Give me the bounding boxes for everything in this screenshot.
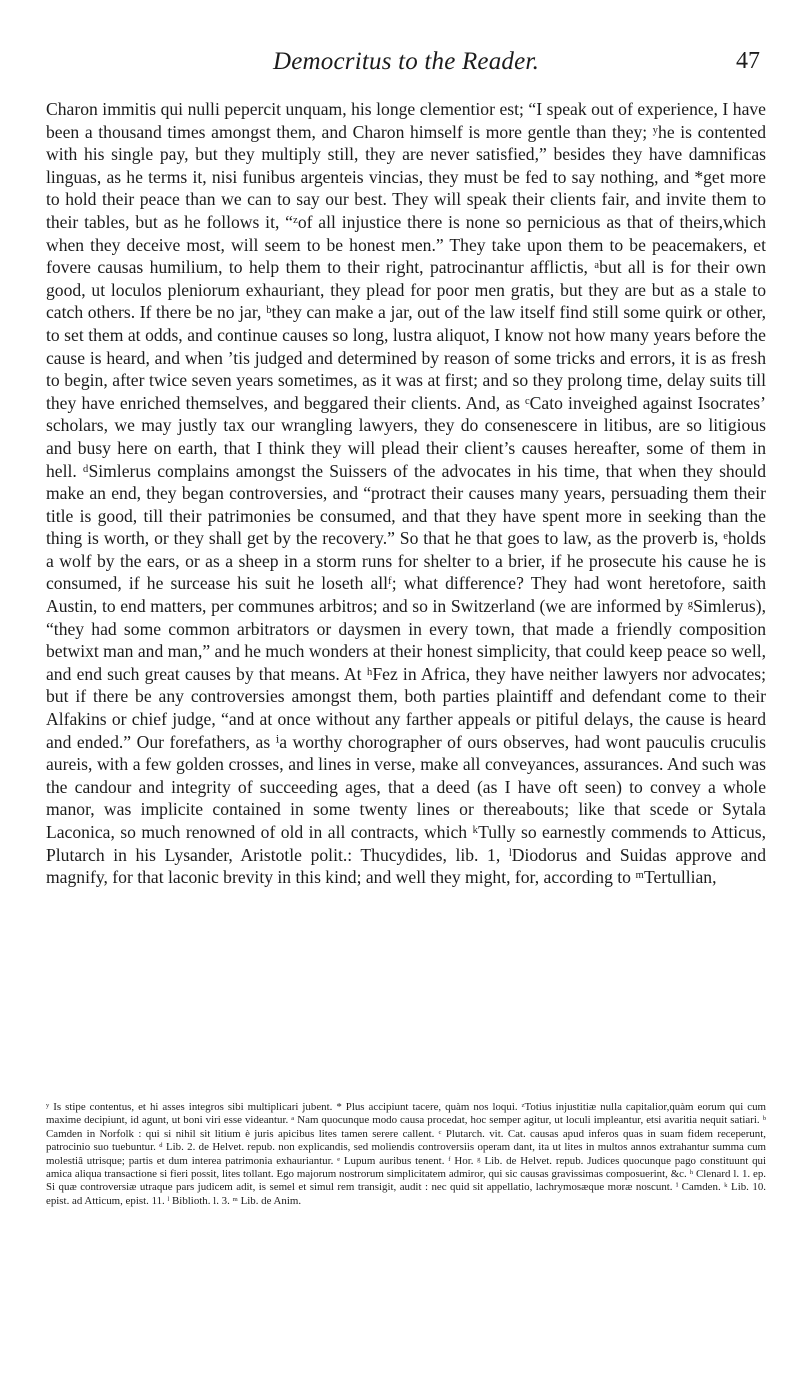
page-number: 47 xyxy=(736,48,760,74)
main-text xyxy=(46,98,766,889)
footnote-block: ʸ Is stipe contentus, et hi asses integros sibi multiplicari jubent. * Plus accipiunt tacere, quàm nos loqui. ᶻTotius injustitiæ nulla capitalior,quàm eorum qui cum maxime decipiunt, id agunt, ut boni viri esse videantur. ᵃ Nam quocunque modo causa procedat, hoc semper agitur, ut loculi impleantur, etsi avaritia nequit satiari. ᵇ Camden in Norfolk : qui si nihil sit litium è juris apicibus lites tamen serere callent. ᶜ Plutarch. vit. Cat. causas apud inferos quas in suam fidem receperunt, patrocinio suo tuebuntur. ᵈ Lib. 2. de Helvet. repub. non explicandis, sed moliendis controversiis operam dant, ita ut lites in multos annos extrahantur summa cum molestiâ utrisque; partis et dum interea patrimonia exhauriantur. ᵉ Lupum auribus tenent. ᶠ Hor. ᵍ Lib. de Helvet. repub. Judices quocunque pago constituunt qui amica aliqua transactione si fieri possit, lites tollant. Ego majorum nostrorum simplicitatem admiror, qui sic causas gravissimas composuerint, &c. ʰ Clenard l. 1. ep. Si quæ controversiæ utraque pars judicem adit, is semel et simul rem transigit, audit : nec quid sit appellatio, lachrymosæque moræ noscunt. ⁱ Camden. ᵏ Lib. 10. epist. ad Atticum, epist. 11. ˡ Biblioth. l. 3. ᵐ Lib. de Anim. xyxy=(46,1101,766,1207)
page-header xyxy=(46,48,766,82)
body-paragraph: Charon immitis qui nulli pepercit unquam, his longe clementior est; “I speak out of experience, I have been a thousand times amongst them, and Charon himself is more gentle than they; ʸhe is contented with his single pay, but they multiply still, they are never satisfied,” besides they have damnificas linguas, as he terms it, nisi funibus argenteis vincias, they must be fed to say nothing, and *get more to hold their peace than we can to say our best. They will speak their clients fair, and invite them to their tables, but as he follows it, “ᶻof all injustice there is none so pernicious as that of theirs,which when they deceive most, will seem to be honest men.” They take upon them to be peacemakers, et fovere causas humilium, to help them to their right, patrocinantur afflictis, ᵃbut all is for their own good, ut loculos pleniorum exhauriant, they plead for poor men gratis, but they are but as a stale to catch others. If there be no jar, ᵇthey can make a jar, out of the law itself find still some quirk or other, to set them at odds, and continue causes so long, lustra aliquot, I know not how many years before the cause is heard, and when ’tis judged and determined by reason of some tricks and errors, it is as fresh to begin, after twice seven years sometimes, as it was at first; and so they prolong time, delay suits till they have enriched themselves, and beggared their clients. And, as ᶜCato inveighed against Isocrates’ scholars, we may justly tax our wrangling lawyers, they do consenescere in litibus, are so litigious and busy here on earth, that I think they will plead their client’s causes hereafter, some of them in hell. ᵈSimlerus complains amongst the Suissers of the advocates in his time, that when they should make an end, they began controversies, and “protract their causes many years, persuading them their title is good, till their patrimonies be consumed, and that they have spent more in seeking than the thing is worth, or they shall get by the recovery.” So that he that goes to law, as the proverb is, ᵉholds a wolf by the ears, or as a sheep in a storm runs for shelter to a brier, if he prosecute his cause he is consumed, if he surcease his suit he loseth allᶠ; what difference? They had wont heretofore, saith Austin, to end matters, per communes arbitros; and so in Switzerland (we are informed by ᵍSimlerus), “they had some common arbitrators or daysmen in every town, that made a friendly composition betwixt man and man,” and he much wonders at their honest simplicity, that could keep peace so well, and end such great causes by that means. At ʰFez in Africa, they have neither lawyers nor advocates; but if there be any controversies amongst them, both parties plaintiff and defendant come to their Alfakins or chief judge, “and at once without any farther appeals or pitiful delays, the cause is heard and ended.” Our forefathers, as ⁱa worthy chorographer of ours observes, had wont pauculis cruculis aureis, with a few golden crosses, and lines in verse, make all conveyances, assurances. And such was the candour and integrity of succeeding ages, that a deed (as I have oft seen) to convey a whole manor, was implicite contained in some twenty lines or thereabouts; like that scede or Sytala Laconica, so much renowned of old in all contracts, which ᵏTully so earnestly commends to Atticus, Plutarch in his Lysander, Aristotle polit.: Thucydides, lib. 1, ˡDiodorus and Suidas approve and magnify, for that laconic brevity in this kind; and well they might, for, according to ᵐTertullian, xyxy=(46,99,766,888)
footnotes xyxy=(46,1101,766,1208)
running-title: Democritus to the Reader. xyxy=(272,48,540,75)
